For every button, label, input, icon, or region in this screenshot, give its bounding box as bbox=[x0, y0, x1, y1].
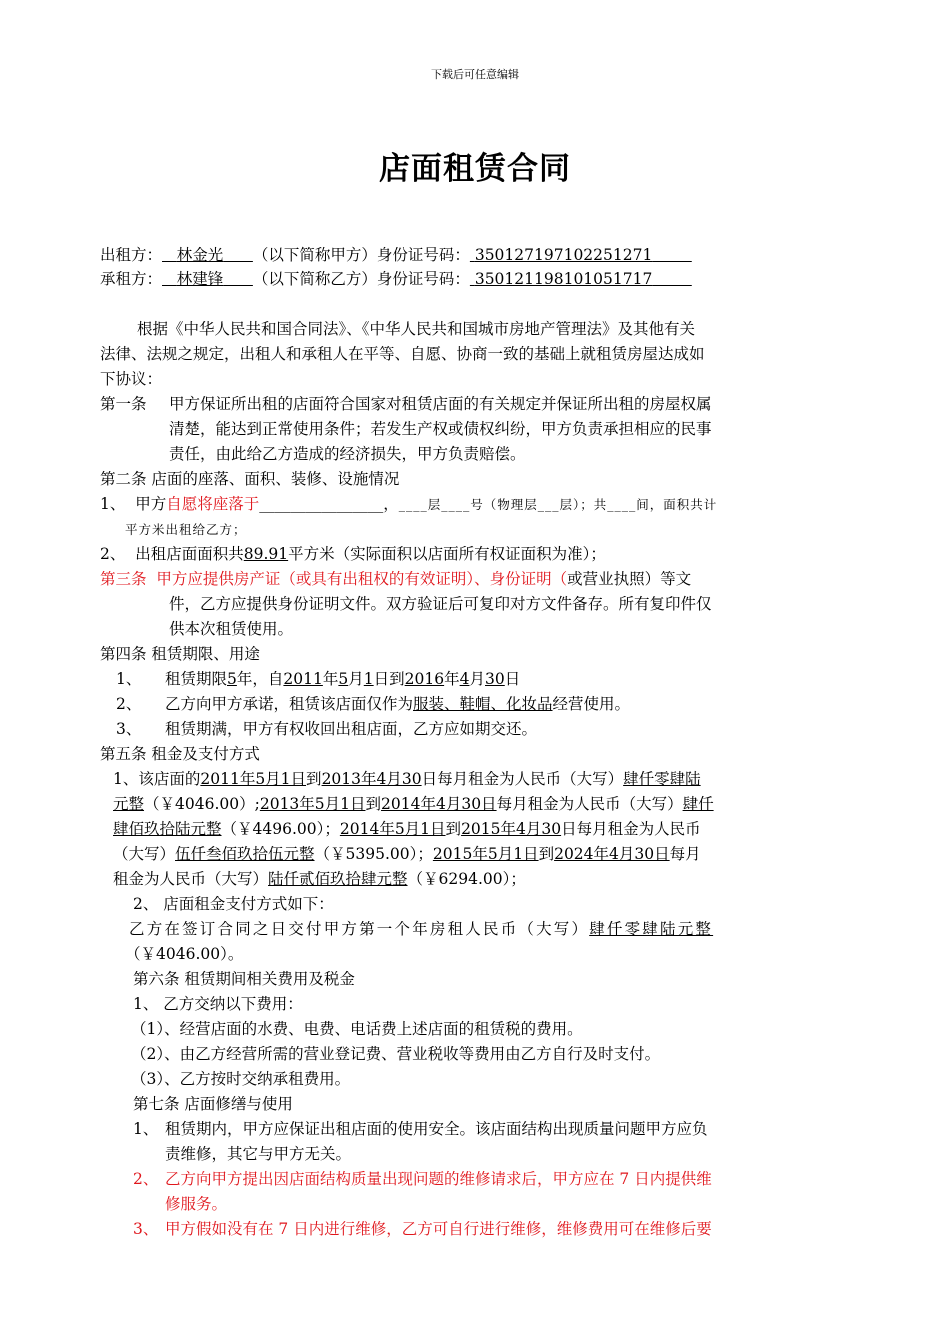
article-3-text: 件，乙方应提供身份证明文件。双方验证后可复印对方文件备存。所有复印件仅 bbox=[169, 595, 712, 613]
lessor-id: 350127197102251271 bbox=[474, 246, 653, 264]
article-7-num-2: 2、 bbox=[133, 1170, 159, 1188]
lease-term: 租赁期限5年，自2011年5月1日到2016年4月30日 bbox=[165, 670, 521, 688]
lessee-name: 林建锋 bbox=[176, 270, 224, 288]
article-3-line: 第三条 甲方应提供房产证（或具有出租权的有效证明）、身份证明（或营业执照）等文 bbox=[100, 570, 692, 588]
rent-schedule-line: 租金为人民币（大写）陆仟贰佰玖拾肆元整（￥6294.00）； bbox=[113, 870, 526, 888]
article-1-text: 甲方保证所出租的店面符合国家对租赁店面的有关规定并保证所出租的房屋权属 bbox=[169, 395, 712, 413]
shop-area: 89.91 bbox=[243, 545, 289, 563]
article-6-sub-3: （3）、乙方按时交纳承租费用。 bbox=[131, 1070, 351, 1088]
lessee-id: 350121198101051717 bbox=[474, 270, 653, 288]
article-6-heading: 第六条 租赁期间相关费用及税金 bbox=[133, 970, 355, 988]
rent-schedule-line: 肆佰玖拾陆元整（￥4496.00）；2014年5月1日到2015年4月30日每月租金为人民币 bbox=[113, 820, 701, 838]
article-4-num-2: 2、 bbox=[116, 695, 142, 713]
lease-return: 租赁期满，甲方有权收回出租店面，乙方应如期交还。 bbox=[165, 720, 538, 738]
article-2-item-2: 2、 出租店面面积共89.91平方米（实际面积以店面所有权证面积为准）； bbox=[100, 545, 606, 563]
payment-method-text: 乙方在签订合同之日交付甲方第一个年房租人民币（大写）肆仟零肆陆元整 bbox=[129, 920, 714, 938]
article-7-text: 修服务。 bbox=[165, 1195, 228, 1213]
rent-schedule-line: 元整（￥4046.00）;2013年5月1日到2014年4月30日每月租金为人民币（大写）肆仟 bbox=[113, 795, 714, 813]
article-7-text: 甲方假如没有在 7 日内进行维修，乙方可自行进行维修，维修费用可在维修后要 bbox=[165, 1220, 712, 1238]
article-2-heading: 第二条 店面的座落、面积、装修、设施情况 bbox=[100, 470, 400, 488]
article-4-num-1: 1、 bbox=[116, 670, 142, 688]
article-2-item-1-cont: 平方米出租给乙方； bbox=[125, 522, 247, 537]
article-7-text: 租赁期内，甲方应保证出租店面的使用安全。该店面结构出现质量问题甲方应负 bbox=[165, 1120, 708, 1138]
lessee-line: 承租方： 林建锋 （以下简称乙方）身份证号码： 350121198101051717 bbox=[100, 270, 653, 288]
document-title: 店面租赁合同 bbox=[379, 151, 571, 187]
article-3-text: 供本次租赁使用。 bbox=[169, 620, 294, 638]
article-7-text: 责维修，其它与甲方无关。 bbox=[165, 1145, 352, 1163]
rent-schedule-line: 1、该店面的2011年5月1日到2013年4月30日每月租金为人民币（大写）肆仟零肆陆 bbox=[113, 770, 701, 788]
article-1-text: 责任，由此给乙方造成的经济损失，甲方负责赔偿。 bbox=[169, 445, 526, 463]
payment-method-amount: （￥4046.00）。 bbox=[125, 945, 244, 963]
article-2-item-1: 1、 甲方自愿将座落于________________，____层____号（物理层___层）；共____间，面积共计 bbox=[100, 495, 718, 513]
article-3-heading: 第三条 bbox=[100, 570, 147, 588]
intro-line: 法律、法规之规定，出租人和承租人在平等、自愿、协商一致的基础上就租赁房屋达成如 bbox=[100, 345, 705, 363]
article-7-heading: 第七条 店面修缮与使用 bbox=[133, 1095, 293, 1113]
intro-line: 下协议： bbox=[100, 370, 163, 388]
lessor-name: 林金光 bbox=[176, 246, 224, 264]
lease-use: 乙方向甲方承诺，租赁该店面仅作为服装、鞋帽、化妆品经营使用。 bbox=[165, 695, 631, 713]
article-6-sub-1: （1）、经营店面的水费、电费、电话费上述店面的租赁税的费用。 bbox=[131, 1020, 583, 1038]
article-7-text: 乙方向甲方提出因店面结构质量出现问题的维修请求后，甲方应在 7 日内提供维 bbox=[165, 1170, 712, 1188]
rent-schedule-line: （大写）伍仟叁佰玖拾伍元整（￥5395.00）；2015年5月1日到2024年4月30日每月 bbox=[113, 845, 701, 863]
article-4-num-3: 3、 bbox=[116, 720, 142, 738]
intro-line: 根据《中华人民共和国合同法》、《中华人民共和国城市房地产管理法》及其他有关 bbox=[137, 320, 696, 338]
article-7-num-3: 3、 bbox=[133, 1220, 159, 1238]
article-6-item-1: 1、 乙方交纳以下费用： bbox=[133, 995, 303, 1013]
article-1-text: 清楚，能达到正常使用条件；若发生产权或债权纠纷，甲方负责承担相应的民事 bbox=[169, 420, 712, 438]
article-7-num-1: 1、 bbox=[133, 1120, 159, 1138]
article-4-heading: 第四条 租赁期限、用途 bbox=[100, 645, 260, 663]
header-note: 下载后可任意编辑 bbox=[431, 68, 519, 81]
article-6-sub-2: （2）、由乙方经营所需的营业登记费、营业税收等费用由乙方自行及时支付。 bbox=[131, 1045, 661, 1063]
payment-method-heading: 2、 店面租金支付方式如下： bbox=[133, 895, 334, 913]
article-1-heading: 第一条 bbox=[100, 395, 147, 413]
article-5-heading: 第五条 租金及支付方式 bbox=[100, 745, 260, 763]
lessor-line: 出租方： 林金光 （以下简称甲方）身份证号码： 350127197102251271 bbox=[100, 246, 653, 264]
